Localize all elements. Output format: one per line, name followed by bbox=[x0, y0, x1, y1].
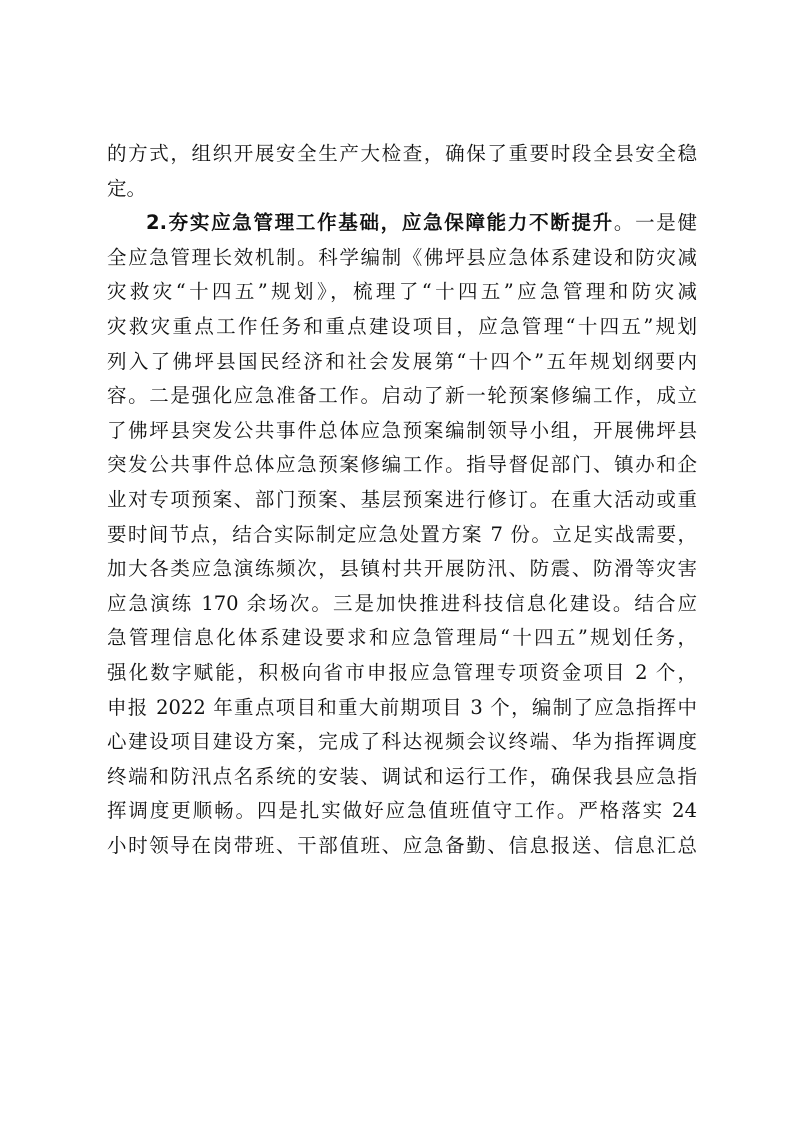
text-line: 要时间节点，结合实际制定应急处置方案 7 份。立足实战需要， bbox=[107, 522, 697, 546]
text-line: 了佛坪县突发公共事件总体应急预案编制领导小组，开展佛坪县 bbox=[107, 418, 697, 442]
text-line: 挥调度更顺畅。四是扎实做好应急值班值守工作。严格落实 24 bbox=[107, 799, 697, 823]
paragraph-heading-line bbox=[107, 206, 697, 241]
text-line: 的方式，组织开展安全生产大检查，确保了重要时段全县安全稳 bbox=[107, 142, 697, 165]
text-line: 终端和防汛点名系统的安装、调试和运行工作，确保我县应急指 bbox=[107, 764, 697, 788]
text-line: 定。 bbox=[107, 176, 147, 200]
text-line: 业对专项预案、部门预案、基层预案进行修订。在重大活动或重 bbox=[107, 487, 697, 511]
text-line: 列入了佛坪县国民经济和社会发展第“十四个”五年规划纲要内 bbox=[107, 349, 697, 373]
text-line: 容。二是强化应急准备工作。启动了新一轮预案修编工作，成立 bbox=[107, 384, 697, 408]
section-heading: 2.夯实应急管理工作基础，应急保障能力不断提升 bbox=[146, 211, 614, 235]
text-line: 灾救灾“十四五”规划》，梳理了“十四五”应急管理和防灾减 bbox=[107, 280, 697, 304]
heading-tail-text: 。一是健 bbox=[613, 211, 697, 235]
text-line: 急管理信息化体系建设要求和应急管理局“十四五”规划任务， bbox=[107, 626, 697, 650]
text-line: 全应急管理长效机制。科学编制《佛坪县应急体系建设和防灾减 bbox=[107, 245, 697, 269]
text-line: 小时领导在岗带班、干部值班、应急备勤、信息报送、信息汇总 bbox=[107, 833, 697, 857]
document-body bbox=[107, 137, 697, 863]
text-line: 加大各类应急演练频次，县镇村共开展防汛、防震、防滑等灾害 bbox=[107, 557, 697, 581]
text-line: 心建设项目建设方案，完成了科达视频会议终端、华为指挥调度 bbox=[107, 730, 697, 754]
text-line: 申报 2022 年重点项目和重大前期项目 3 个，编制了应急指挥中 bbox=[107, 695, 697, 719]
text-line: 应急演练 170 余场次。三是加快推进科技信息化建设。结合应 bbox=[107, 591, 697, 615]
text-line: 强化数字赋能，积极向省市申报应急管理专项资金项目 2 个， bbox=[107, 660, 697, 684]
text-line: 突发公共事件总体应急预案修编工作。指导督促部门、镇办和企 bbox=[107, 453, 697, 477]
text-line: 灾救灾重点工作任务和重点建设项目，应急管理“十四五”规划 bbox=[107, 314, 697, 338]
